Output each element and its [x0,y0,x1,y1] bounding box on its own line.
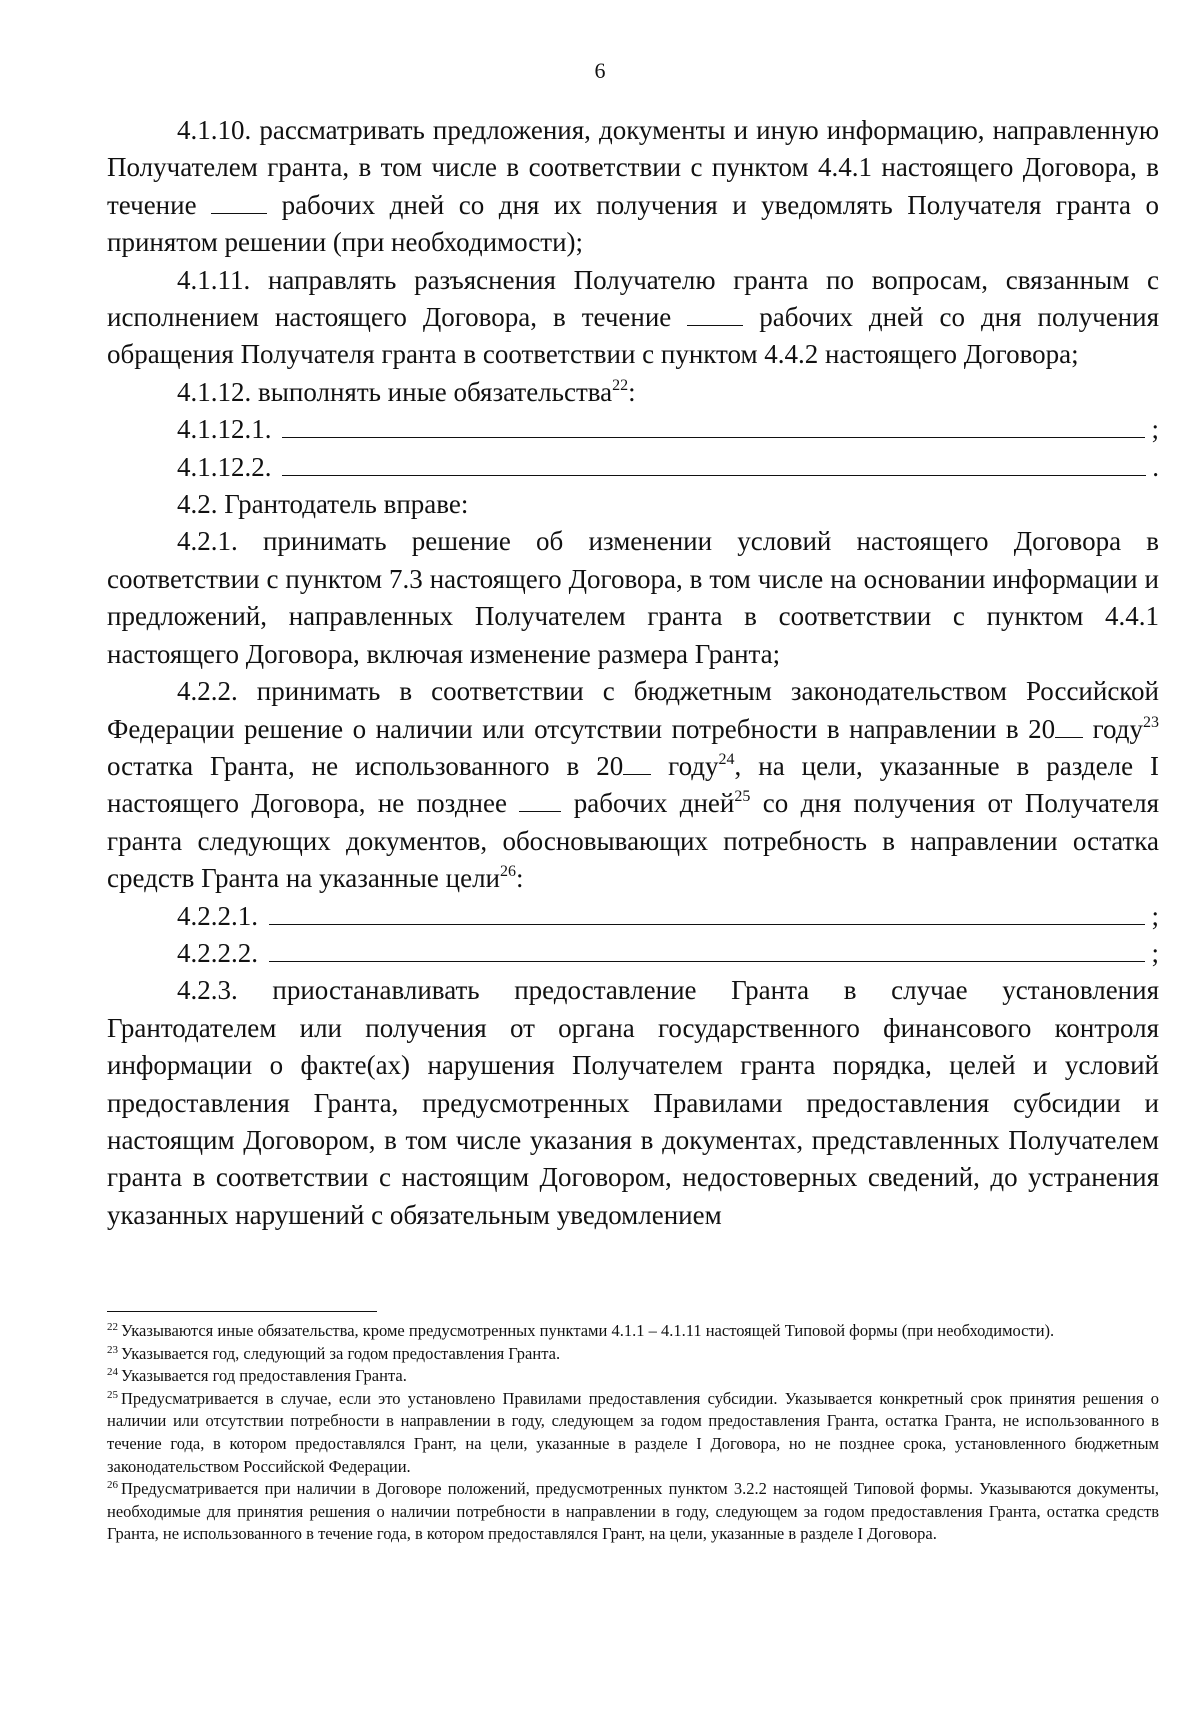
footnote-ref: 26 [500,863,516,881]
footnote-26 [107,1478,1159,1546]
blank-field [1055,715,1083,738]
footnote-number: 24 [107,1366,118,1379]
fill-in-line [282,413,1145,438]
footnote-25 [107,1388,1159,1478]
footnotes [107,1320,1159,1546]
clause-4-2-1: 4.2.1. принимать решение об изменении условий настоящего Договора в соответствии с пунктом 7.3 настоящего Договора, в том числе на основании информации и предложений, направленных Получателем гранта в соответствии с пунктом 4.4.1 настоящего Договора, включая изменение размера Гранта; [107,526,1159,669]
clause-4-1-12-1 [177,411,1159,448]
main-text [107,112,1159,1234]
footnote-separator [107,1311,377,1312]
fill-in-line [269,900,1146,925]
clause-text: рабочих дней со дня их получения и уведомлять Получателя гранта о принятом решении (при необходимости); [107,189,1159,258]
footnote-number: 23 [107,1343,118,1356]
clause-4-1-10 [107,112,1159,262]
footnote-ref: 25 [734,788,751,806]
clause-4-2: 4.2. Грантодатель вправе: [177,489,469,520]
clause-text: 4.1.12. выполнять иные обязательства [177,376,613,407]
clause-text: 4.2.2. принимать в соответствии с бюджетным законодательством Российской Федерации решение о наличии или отсутствии потребности в направлении в 20 [107,676,1159,744]
footnote-text: Указывается год, следующий за годом предоставления Гранта. [121,1343,561,1363]
clause-text: 4.1.11. направлять разъяснения Получателю гранта по вопросам, связанным с исполнением настоящего Договора, в течение [107,264,1159,333]
blank-field [211,191,267,214]
line-end-mark: . [1152,451,1159,482]
footnote-ref: 24 [718,750,735,768]
footnote-ref: 23 [1143,713,1159,731]
clause-4-2-2-1 [177,898,1159,935]
footnote-23 [107,1343,1159,1366]
clause-4-1-12 [107,374,1159,411]
line-end-mark: ; [1151,937,1159,968]
item-number: 4.1.12.2. [177,451,279,482]
item-number: 4.2.2.2. [177,937,265,968]
line-end-mark: ; [1151,900,1159,931]
footnote-number: 26 [107,1479,118,1492]
footnote-number: 22 [107,1321,118,1333]
clause-4-1-11 [107,262,1159,374]
item-number: 4.1.12.1. [177,414,279,445]
footnote-text: Указывается год предоставления Гранта. [121,1366,407,1386]
footnote-number: 25 [107,1388,118,1401]
page-number: 6 [594,58,606,83]
clause-text: 4.1.10. рассматривать предложения, документы и иную информацию, направленную Получателем гранта, в том числе в соответствии с пунктом 4.4.1 настоящего Договора, в течение [107,115,1159,220]
clause-text: году [651,750,719,781]
fill-in-line [269,937,1146,962]
footnote-text: Предусматривается при наличии в Договоре положений, предусмотренных пунктом 3.2.2 настоящей Типовой формы. Указываются документы, необходимые для принятия решения о наличии потребности в направлении в году, следующем за годом предоставления Гранта, остатка средств Гранта, не использованного в течение года, в котором предоставлялся Грант, на цели, указанные в разделе I Договора. [107,1479,1159,1544]
footnote-text: Предусматривается в случае, если это установлено Правилами предоставления субсидии. Указывается конкретный срок принятия решения о наличии или отсутствии потребности в направлении в году, следующем за годом предоставления Гранта, остатка Гранта, не использованного в течение года, в котором предоставлялся Грант, на цели, указанные в разделе I Договора, но не позднее срока, установленного бюджетным законодательством Российской Федерации. [107,1388,1159,1476]
clause-4-2-2 [107,673,1159,897]
clause-text: : [628,376,636,407]
fill-in-line [282,451,1146,476]
footnote-ref: 22 [612,376,629,394]
blank-field [623,752,651,775]
line-end-mark: ; [1151,414,1159,445]
footnote-text: Указываются иные обязательства, кроме предусмотренных пунктами 4.1.1 – 4.1.11 настоящей Типовой формы (при необходимости). [121,1321,1055,1340]
clause-text: со дня получения от Получателя гранта следующих документов, обосновывающих потребность в направлении остатка средств Гранта на указанные цели [107,788,1160,894]
footnote-24 [107,1365,1159,1388]
clause-text: году [1083,713,1143,744]
clause-text: , на цели, указанные в разделе I настоящего Договора, не позднее [107,750,1159,819]
clause-4-1-12-2 [177,449,1159,486]
clause-text: рабочих дней со дня получения обращения Получателя гранта в соответствии с пунктом 4.4.2 настоящего Договора; [107,302,1159,370]
footnote-22 [107,1320,1159,1343]
clause-text: остатка Гранта, не использованного в 20 [107,750,624,781]
clause-4-2-2-2 [177,935,1159,972]
item-number: 4.2.2.1. [177,900,265,931]
blank-field [687,303,743,326]
clause-text: : [516,863,524,894]
clause-text: рабочих дней [561,788,735,819]
blank-field [519,789,561,812]
clause-4-2-3: 4.2.3. приостанавливать предоставление Гранта в случае установления Грантодателем или получения от органа государственного финансового контроля информации о факте(ах) нарушения Получателем гранта порядка, целей и условий предоставления Гранта, предусмотренных Правилами предоставления субсидии и настоящим Договором, в том числе указания в документах, представленных Получателем гранта в соответствии с настоящим Договором, недостоверных сведений, до устранения указанных нарушений с обязательным уведомлением [107,975,1159,1230]
